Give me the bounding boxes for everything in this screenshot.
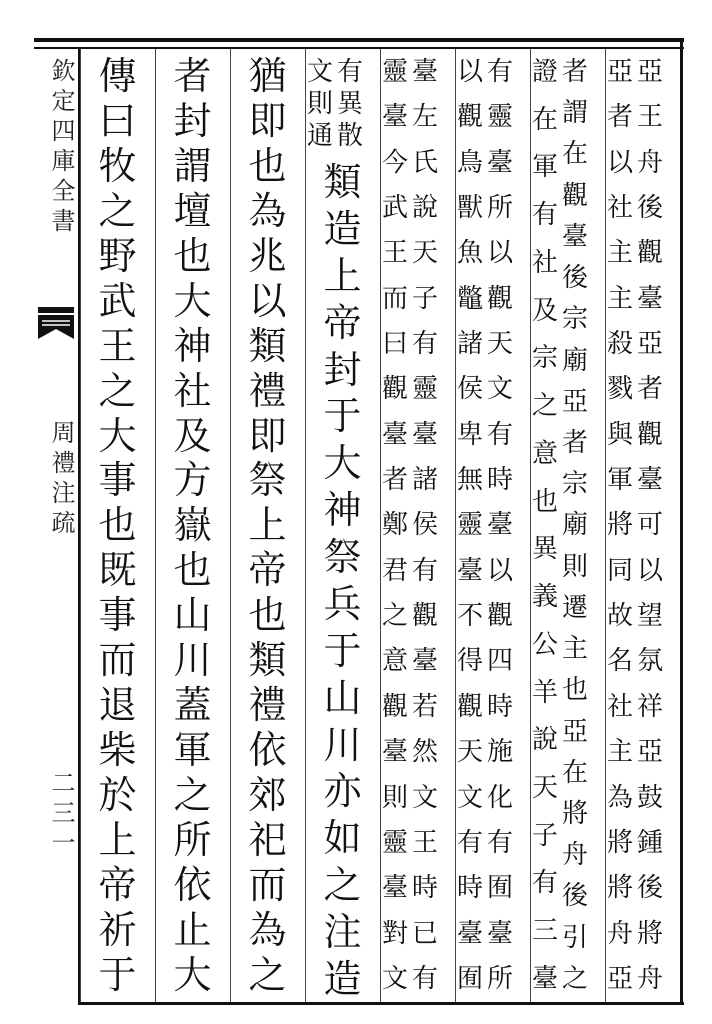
margin-page-number: 二三一 (47, 770, 75, 860)
commentary-line-left: 靈 臺 今 武 王 而 曰 觀 臺 者 鄭 君 之 意 觀 臺 則 靈 臺 對 文 (381, 57, 408, 994)
main-text-column: 傳 曰 牧 之 野 武 王 之 大 事 也 既 事 而 退 柴 於 上 帝 祈 于 (98, 54, 137, 997)
commentary-line-right: 臺 左 氏 說 天 子 有 靈 臺 諸 侯 有 觀 臺 若 然 文 王 時 已 有 (411, 57, 438, 994)
main-text-column: 類 造 上 帝 封 于 大 神 祭 兵 于 山 川 亦 如 之 注 造 (323, 160, 362, 1001)
commentary-column (380, 49, 455, 1002)
commentary-column (605, 49, 680, 1002)
text-block (80, 49, 680, 1002)
main-text-column: 者 封 謂 壇 也 大 神 社 及 方 嶽 也 山 川 蓋 軍 之 所 依 止 大 (173, 54, 212, 997)
commentary-column (530, 49, 605, 1002)
margin-section-title: 周禮注疏 (47, 420, 75, 540)
right-border (680, 38, 683, 1005)
margin-book-title: 欽定四庫全書 (47, 58, 75, 238)
main-text-column: 猶 即 也 為 兆 以 類 禮 即 祭 上 帝 也 類 禮 依 郊 祀 而 為 之 (248, 54, 287, 997)
mixed-column (305, 49, 380, 1002)
commentary-line-left: 亞 者 以 社 主 主 殺 戮 與 軍 將 同 故 名 社 主 為 將 將 舟 亞 (606, 57, 633, 994)
fishtail-mark-icon (36, 305, 76, 345)
commentary-line-left: 以 觀 鳥 獸 魚 鼈 諸 侯 卑 無 靈 臺 不 得 觀 天 文 有 時 臺 囿 (456, 57, 483, 994)
commentary-line-left: 文 則 通 (306, 57, 333, 151)
commentary-line-left: 證 在 軍 有 社 及 宗 之 意 也 異 義 公 羊 說 天 子 有 三 臺 (531, 57, 558, 994)
top-border-thick (34, 38, 684, 42)
bottom-border (80, 1002, 684, 1005)
commentary-line-right: 亞 王 舟 後 觀 臺 亞 者 觀 臺 可 以 望 氛 祥 亞 鼓 鍾 後 將 舟 (636, 57, 663, 994)
commentary-line-right: 有 異 散 (336, 57, 363, 151)
commentary-line-right: 者 謂 在 觀 臺 後 宗 廟 亞 者 宗 廟 則 遷 主 也 亞 在 將 舟 後 引 之 (561, 57, 588, 994)
commentary-column (455, 49, 530, 1002)
commentary-line-right: 有 靈 臺 所 以 觀 天 文 有 時 臺 以 觀 四 時 施 化 有 囿 臺 所 (486, 57, 513, 994)
